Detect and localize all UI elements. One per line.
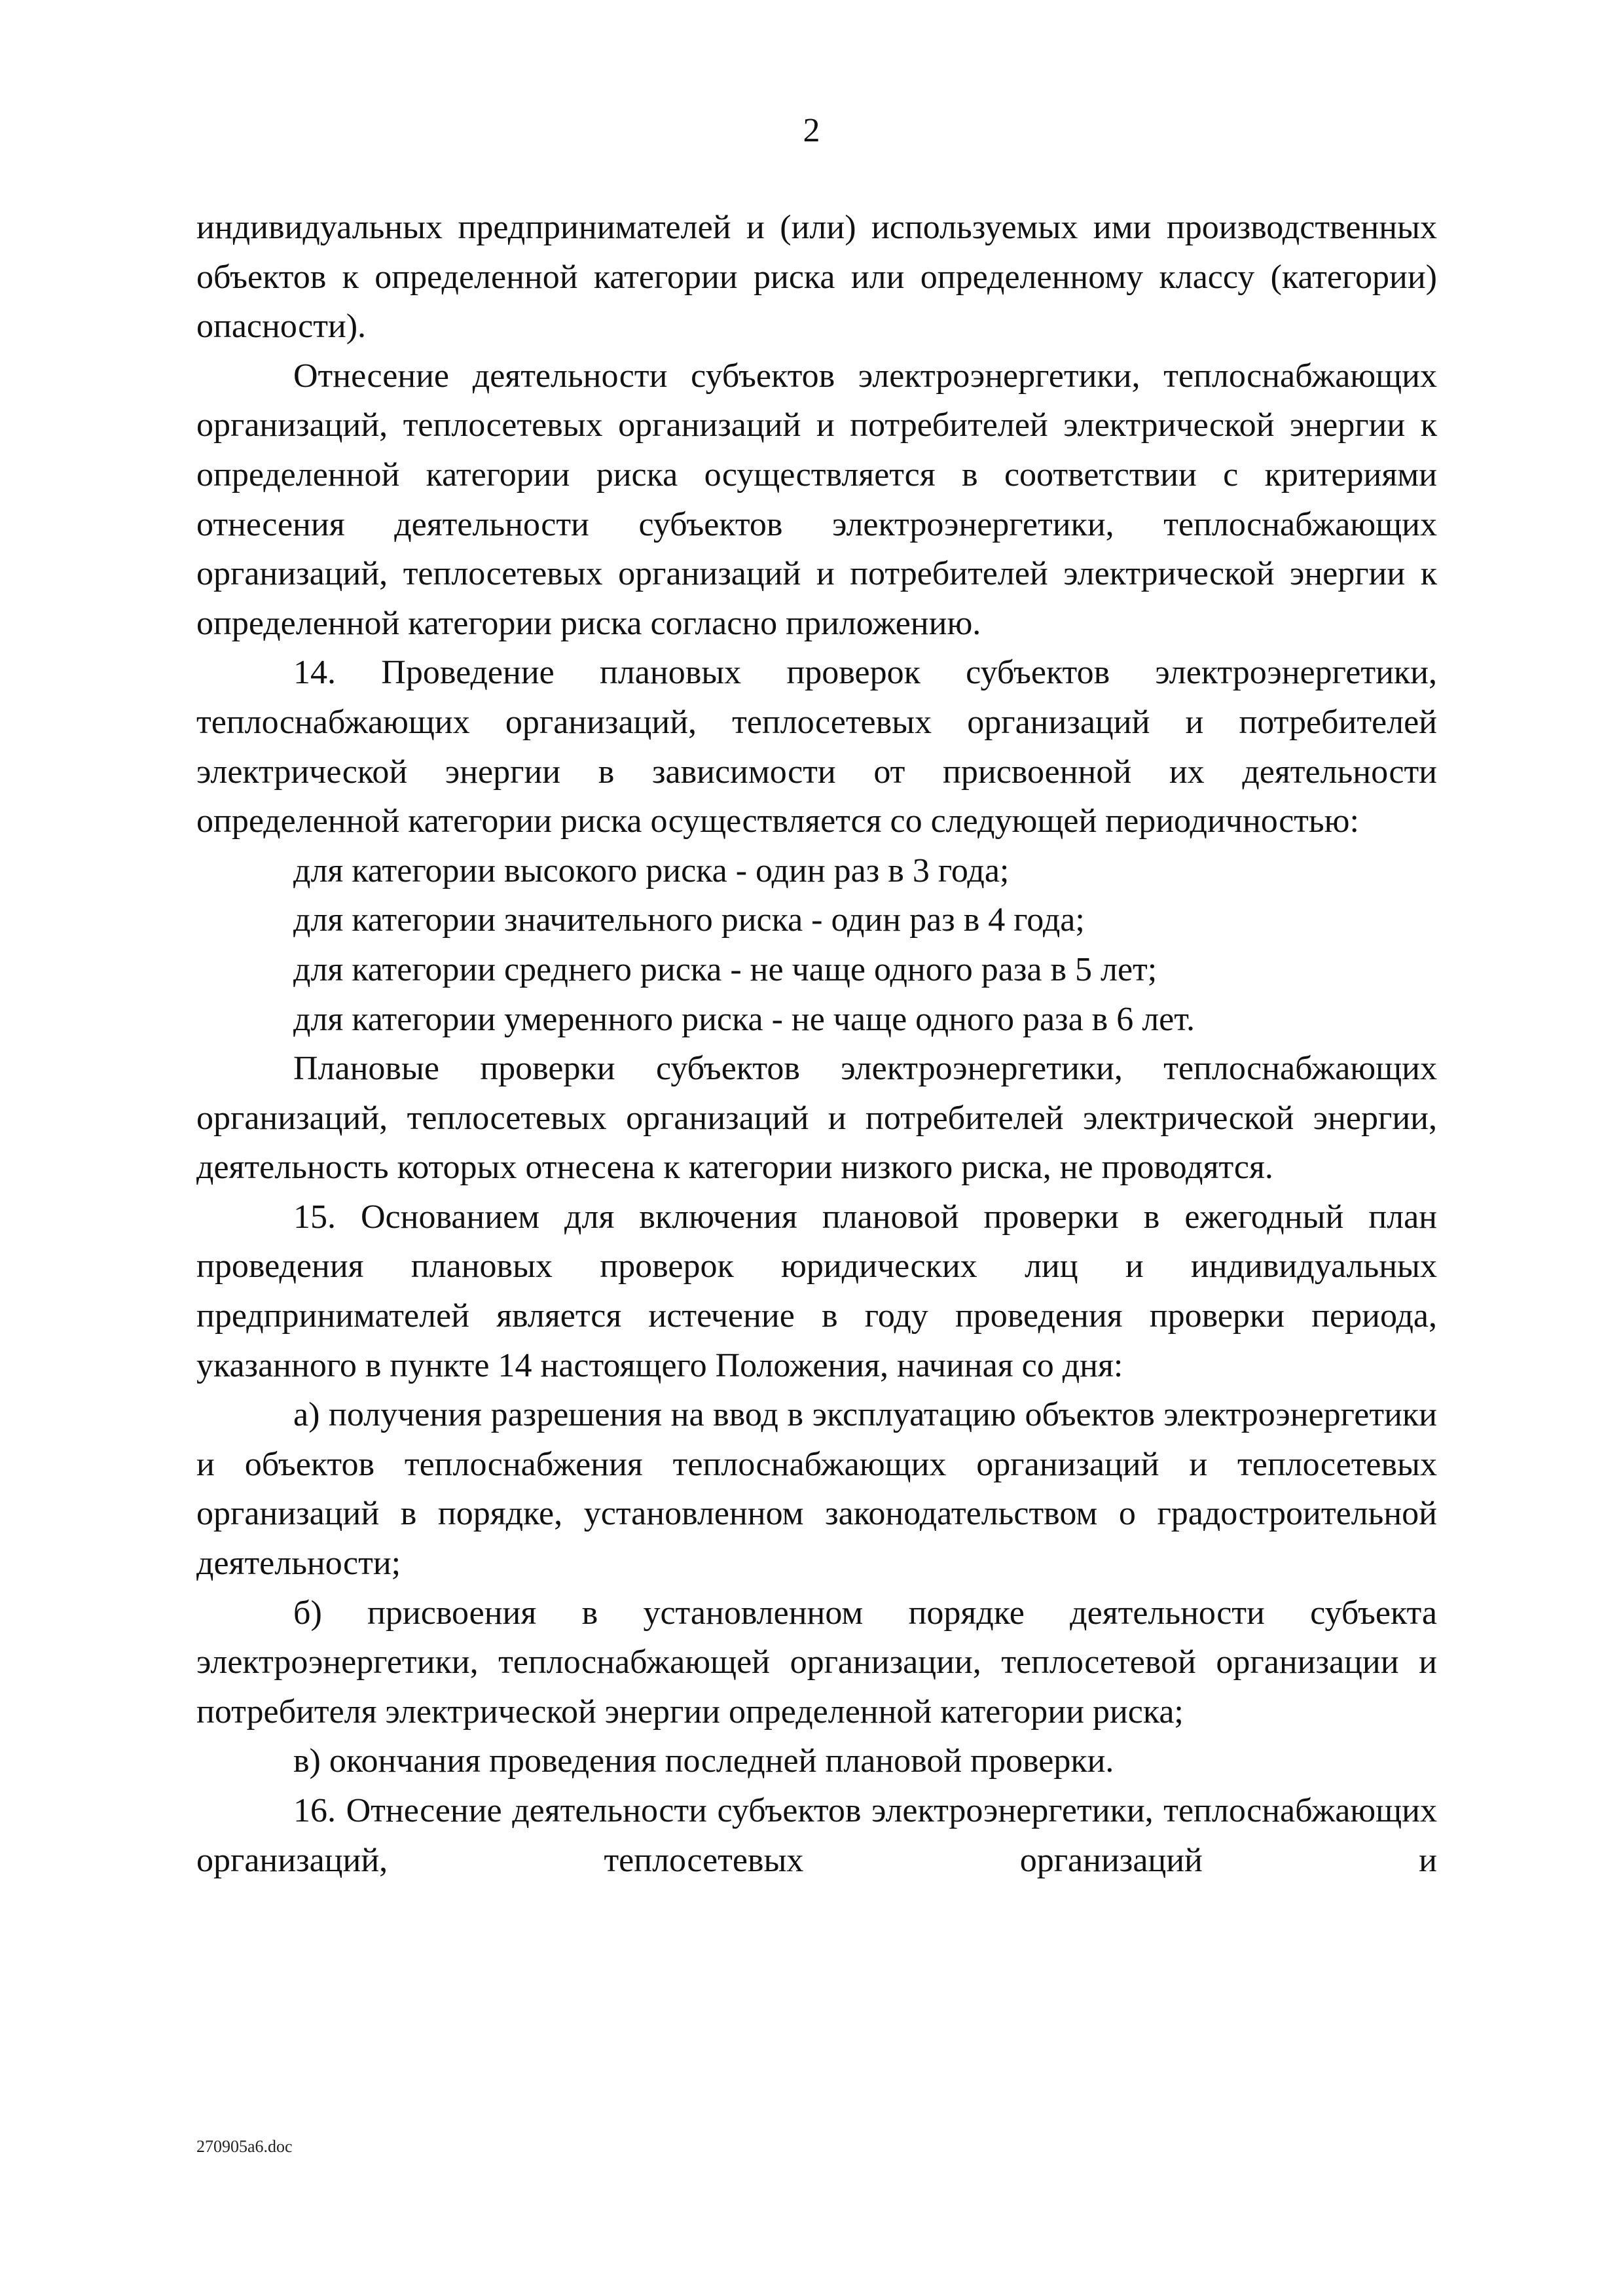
footer-filename: 270905a6.doc — [196, 2137, 293, 2156]
subitem-b: б) присвоения в установленном порядке деятельности субъекта электроэнергетики, теплоснабжающей организации, теплосетевой организации и потребителя электрической энергии определенной категории риска; — [196, 1594, 1437, 1731]
paragraph-16: 16. Отнесение деятельности субъектов электроэнергетики, теплоснабжающих организаций, теплосетевых организаций и — [196, 1792, 1437, 1879]
paragraph-15: 15. Основанием для включения плановой проверки в ежегодный план проведения плановых проверок юридических лиц и индивидуальных предпринимателей является истечение в году проведения проверки периода, указанного в пункте 14 настоящего Положения, начиная со дня: — [196, 1198, 1437, 1384]
subitem-v: в) окончания проведения последней плановой проверки. — [293, 1742, 1114, 1780]
document-body — [196, 203, 1437, 1885]
list-item-medium-risk: для категории среднего риска - не чаще одного раза в 5 лет; — [293, 950, 1158, 988]
paragraph-continuation: индивидуальных предпринимателей и (или) используемых ими производственных объектов к определенной категории риска или определенному классу (категории) опасности). — [196, 209, 1437, 346]
paragraph-low-risk: Плановые проверки субъектов электроэнергетики, теплоснабжающих организаций, теплосетевых организаций и потребителей электрической энергии, деятельность которых отнесена к категории низкого риска, не проводятся. — [196, 1050, 1437, 1187]
subitem-a: а) получения разрешения на ввод в эксплуатацию объектов электроэнергетики и объектов теплоснабжения теплоснабжающих организаций и теплосетевых организаций в порядке, установленном законодательством о градостроительной деятельности; — [196, 1396, 1437, 1583]
page-number: 2 — [803, 112, 820, 149]
paragraph-risk-assignment: Отнесение деятельности субъектов электроэнергетики, теплоснабжающих организаций, теплосетевых организаций и потребителей электрической энергии к определенной категории риска осуществляется в соответствии с критериями отнесения деятельности субъектов электроэнергетики, теплоснабжающих организаций, теплосетевых организаций и потребителей электрической энергии к определенной категории риска согласно приложению. — [196, 357, 1437, 642]
list-item-high-risk: для категории высокого риска - один раз в 3 года; — [293, 852, 1010, 889]
list-item-moderate-risk: для категории умеренного риска - не чаще одного раза в 6 лет. — [293, 1000, 1195, 1038]
paragraph-14: 14. Проведение плановых проверок субъектов электроэнергетики, теплоснабжающих организаций, теплосетевых организаций и потребителей электрической энергии в зависимости от присвоенной их деятельности определенной категории риска осуществляется со следующей периодичностью: — [196, 654, 1437, 840]
list-item-significant-risk: для категории значительного риска - один раз в 4 года; — [293, 901, 1085, 939]
